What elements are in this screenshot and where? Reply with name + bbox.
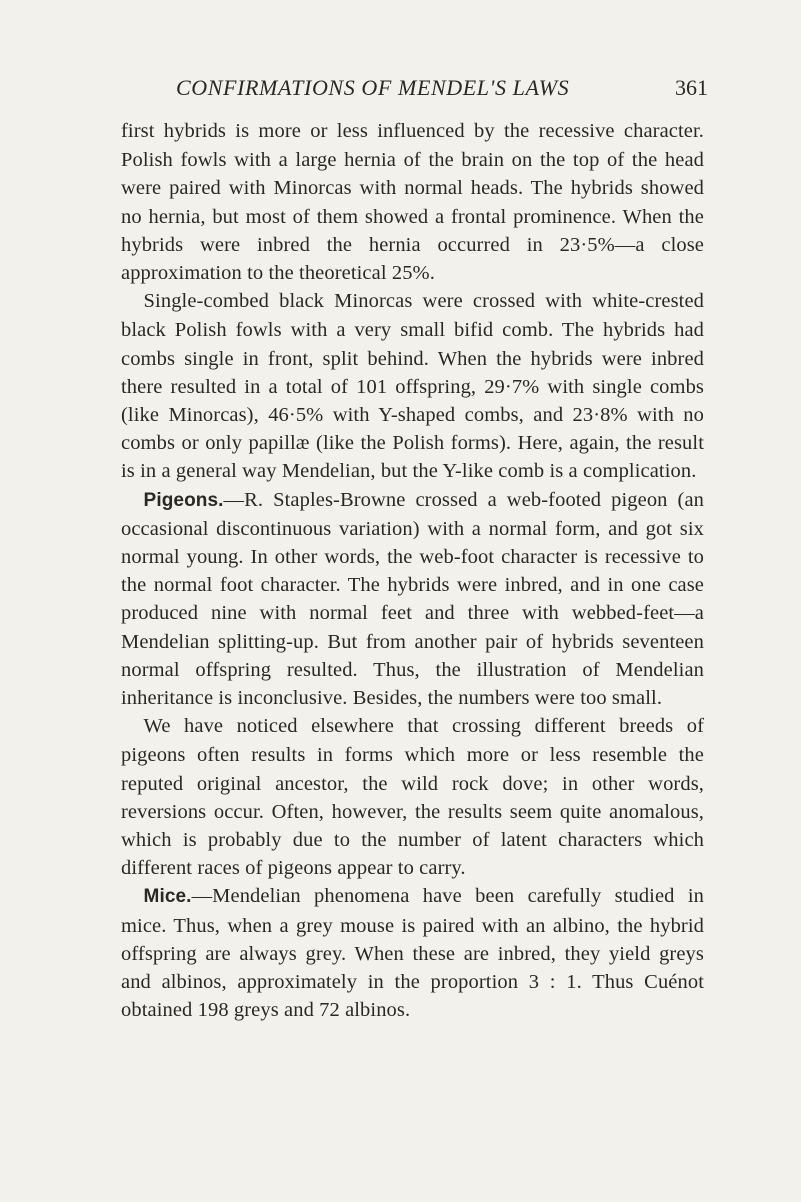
body-text <box>121 117 704 1025</box>
running-title: CONFIRMATIONS OF MENDEL'S LAWS <box>176 75 570 100</box>
paragraph-text: —R. Staples-Browne crossed a web-footed pigeon (an occasional discontinuous variation) with a normal form, and got six normal young. In other words, the web-foot character is recessive to the normal foot character. The hybrids were inbred, and in one case produced nine with normal feet and three with webbed-feet—a Mendelian splitting-up. But from another pair of hybrids seventeen normal offspring resulted. Thus, the illustration of Mendelian inheritance is inconclusive. Besides, the numbers were too small. <box>121 488 704 710</box>
paragraph-text: We have noticed elsewhere that crossing different breeds of pigeons often results in forms which more or less resemble the reputed original ancestor, the wild rock dove; in other words, reversions occur. Often, however, the results seem quite anomalous, which is probably due to the number of latent characters which different races of pigeons appear to carry. <box>121 715 704 880</box>
paragraph-reversions <box>121 712 704 882</box>
paragraph-continuation <box>121 117 704 287</box>
section-heading-pigeons: Pigeons. <box>143 489 224 511</box>
section-heading-mice: Mice. <box>143 886 192 908</box>
page-number: 361 <box>675 75 708 100</box>
paragraph-text: first hybrids is more or less influenced by the recessive character. Polish fowls with a large hernia of the brain on the top of the head were paired with Minorcas with normal heads. The hybrids showed no hernia, but most of them showed a frontal prominence. When the hybrids were inbred the hernia occurred in 23·5%—a close approximation to the theoretical 25%. <box>121 120 704 285</box>
paragraph-text: —Mendelian phenomena have been carefully studied in mice. Thus, when a grey mouse is paired with an albino, the hybrid offspring are always grey. When these are inbred, they yield greys and albinos, approximately in the proportion 3 : 1. Thus Cuénot obtained 198 greys and 72 albinos. <box>121 885 704 1022</box>
paragraph-mice <box>121 882 704 1024</box>
paragraph-pigeons <box>121 486 704 713</box>
paragraph-text: Single-combed black Minorcas were crossed with white-crested black Polish fowls with a very small bifid comb. The hybrids had combs single in front, split behind. When the hybrids were inbred there resulted in a total of 101 offspring, 29·7% with single combs (like Minorcas), 46·5% with Y-shaped combs, and 23·8% with no combs or only papillæ (like the Polish forms). Here, again, the result is in a general way Mendelian, but the Y-like comb is a complication. <box>121 290 704 483</box>
page-header <box>168 75 708 105</box>
paragraph-minorcas-cross <box>121 287 704 485</box>
